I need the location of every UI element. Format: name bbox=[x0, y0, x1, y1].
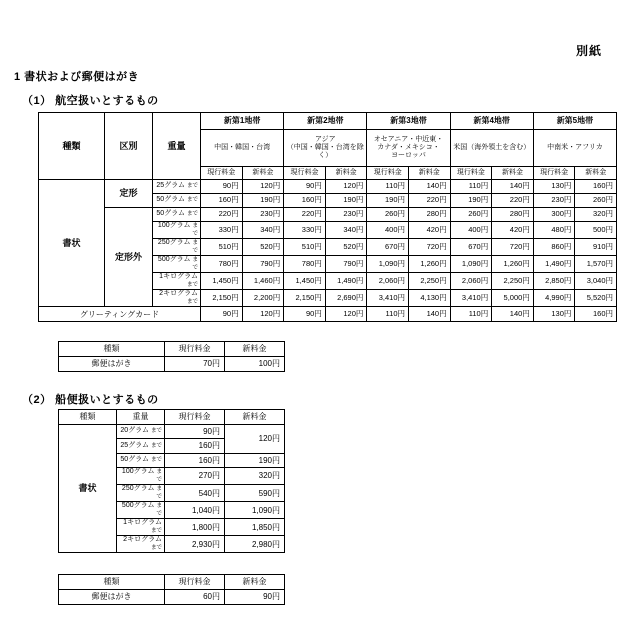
fee-value: 780円 bbox=[284, 256, 326, 273]
fee-value: 280円 bbox=[492, 208, 534, 222]
zone-name-3: 新第3地帯 bbox=[367, 113, 450, 130]
fee-value: 120円 bbox=[242, 180, 284, 194]
fee-value: 4,990円 bbox=[533, 290, 575, 307]
sea-weight-label: 100グラム まで bbox=[117, 468, 165, 485]
zone-desc-5: 中南米・アフリカ bbox=[533, 130, 616, 167]
fee-value: 1,490円 bbox=[533, 256, 575, 273]
fee-value: 160円 bbox=[201, 194, 243, 208]
fee-new-header-1: 新料金 bbox=[242, 167, 284, 180]
fee-value: 260円 bbox=[575, 194, 617, 208]
fee-value: 1,260円 bbox=[409, 256, 451, 273]
pc1-kind-header: 種類 bbox=[59, 342, 165, 357]
fee-value: 2,060円 bbox=[367, 273, 409, 290]
fee-value: 110円 bbox=[367, 180, 409, 194]
sea-header-kind: 種類 bbox=[59, 410, 117, 425]
fee-value: 340円 bbox=[242, 222, 284, 239]
fee-value: 500円 bbox=[575, 222, 617, 239]
fee-value: 130円 bbox=[533, 180, 575, 194]
table-row bbox=[39, 307, 617, 322]
fee-new-header-5: 新料金 bbox=[575, 167, 617, 180]
greeting-fee-value: 130円 bbox=[533, 307, 575, 322]
fee-value: 190円 bbox=[325, 194, 367, 208]
fee-value: 480円 bbox=[533, 222, 575, 239]
greeting-fee-value: 160円 bbox=[575, 307, 617, 322]
fee-value: 3,410円 bbox=[450, 290, 492, 307]
class-standard: 定形 bbox=[105, 180, 153, 208]
fee-value: 140円 bbox=[492, 180, 534, 194]
sea-weight-label: 1キログラム まで bbox=[117, 519, 165, 536]
pc2-current-value: 60円 bbox=[165, 590, 225, 605]
sea-current-value: 2,930円 bbox=[165, 536, 225, 553]
weight-label: 50グラム まで bbox=[153, 194, 201, 208]
pc2-kind-header: 種類 bbox=[59, 575, 165, 590]
fee-new-header-4: 新料金 bbox=[492, 167, 534, 180]
pc2-new-value: 90円 bbox=[225, 590, 285, 605]
fee-value: 780円 bbox=[201, 256, 243, 273]
fee-value: 400円 bbox=[367, 222, 409, 239]
fee-value: 190円 bbox=[242, 194, 284, 208]
zone-desc-1: 中国・韓国・台湾 bbox=[201, 130, 284, 167]
sea-kind-letter: 書状 bbox=[59, 424, 117, 553]
fee-current-header-1: 現行料金 bbox=[201, 167, 243, 180]
fee-value: 2,250円 bbox=[409, 273, 451, 290]
fee-value: 2,150円 bbox=[284, 290, 326, 307]
fee-value: 1,460円 bbox=[242, 273, 284, 290]
table-row bbox=[59, 424, 285, 439]
greeting-fee-value: 110円 bbox=[367, 307, 409, 322]
sea-current-value: 160円 bbox=[165, 453, 225, 468]
weight-label: 25グラム まで bbox=[153, 180, 201, 194]
pc1-current-header: 現行料金 bbox=[165, 342, 225, 357]
sea-weight-label: 500グラム まで bbox=[117, 502, 165, 519]
fee-current-header-5: 現行料金 bbox=[533, 167, 575, 180]
fee-value: 220円 bbox=[284, 208, 326, 222]
kind-letter: 書状 bbox=[39, 180, 105, 307]
fee-value: 670円 bbox=[367, 239, 409, 256]
fee-value: 1,450円 bbox=[201, 273, 243, 290]
table-row bbox=[39, 208, 617, 222]
seamail-rate-table bbox=[58, 409, 285, 553]
fee-value: 720円 bbox=[409, 239, 451, 256]
pc1-current-value: 70円 bbox=[165, 357, 225, 372]
fee-value: 3,040円 bbox=[575, 273, 617, 290]
greeting-fee-value: 120円 bbox=[242, 307, 284, 322]
document-header-note: 別紙 bbox=[575, 44, 602, 58]
fee-value: 720円 bbox=[492, 239, 534, 256]
fee-value: 420円 bbox=[409, 222, 451, 239]
sea-header-new: 新料金 bbox=[225, 410, 285, 425]
subsection-1-title: （1） 航空扱いとするもの bbox=[22, 95, 159, 107]
sea-current-value: 540円 bbox=[165, 485, 225, 502]
greeting-card-label: グリーティングカード bbox=[39, 307, 201, 322]
sea-new-value: 190円 bbox=[225, 453, 285, 468]
fee-value: 140円 bbox=[409, 180, 451, 194]
fee-value: 3,410円 bbox=[367, 290, 409, 307]
sea-current-value: 1,800円 bbox=[165, 519, 225, 536]
greeting-fee-value: 120円 bbox=[325, 307, 367, 322]
fee-value: 2,150円 bbox=[201, 290, 243, 307]
zone-name-2: 新第2地帯 bbox=[284, 113, 367, 130]
sea-current-value: 90円 bbox=[165, 424, 225, 439]
greeting-fee-value: 90円 bbox=[284, 307, 326, 322]
greeting-fee-value: 110円 bbox=[450, 307, 492, 322]
fee-value: 1,090円 bbox=[450, 256, 492, 273]
pc1-row-label: 郵便はがき bbox=[59, 357, 165, 372]
fee-value: 220円 bbox=[201, 208, 243, 222]
fee-value: 1,260円 bbox=[492, 256, 534, 273]
fee-value: 220円 bbox=[492, 194, 534, 208]
sea-weight-label: 25グラム まで bbox=[117, 439, 165, 454]
weight-label: 2キログラム まで bbox=[153, 290, 201, 307]
fee-value: 5,000円 bbox=[492, 290, 534, 307]
sea-new-value: 590円 bbox=[225, 485, 285, 502]
zone-name-5: 新第5地帯 bbox=[533, 113, 616, 130]
airmail-postcard-table bbox=[58, 341, 285, 372]
zone-desc-2: アジア （中国・韓国・台湾を除く） bbox=[284, 130, 367, 167]
fee-value: 5,520円 bbox=[575, 290, 617, 307]
sea-current-value: 270円 bbox=[165, 468, 225, 485]
fee-current-header-2: 現行料金 bbox=[284, 167, 326, 180]
fee-value: 510円 bbox=[201, 239, 243, 256]
fee-value: 790円 bbox=[242, 256, 284, 273]
fee-value: 2,690円 bbox=[325, 290, 367, 307]
sea-weight-label: 50グラム まで bbox=[117, 453, 165, 468]
table-row bbox=[39, 113, 617, 130]
fee-value: 910円 bbox=[575, 239, 617, 256]
fee-value: 1,090円 bbox=[367, 256, 409, 273]
fee-value: 220円 bbox=[409, 194, 451, 208]
fee-value: 260円 bbox=[450, 208, 492, 222]
sea-weight-label: 2キログラム まで bbox=[117, 536, 165, 553]
weight-label: 1キログラム まで bbox=[153, 273, 201, 290]
fee-value: 520円 bbox=[325, 239, 367, 256]
airmail-rate-table bbox=[38, 112, 617, 322]
fee-value: 110円 bbox=[450, 180, 492, 194]
header-kind: 種類 bbox=[39, 113, 105, 180]
sea-header-current: 現行料金 bbox=[165, 410, 225, 425]
fee-value: 2,850円 bbox=[533, 273, 575, 290]
fee-value: 260円 bbox=[367, 208, 409, 222]
weight-label: 500グラム まで bbox=[153, 256, 201, 273]
fee-value: 420円 bbox=[492, 222, 534, 239]
seamail-postcard-table bbox=[58, 574, 285, 605]
fee-value: 230円 bbox=[533, 194, 575, 208]
fee-value: 90円 bbox=[284, 180, 326, 194]
fee-value: 670円 bbox=[450, 239, 492, 256]
zone-desc-3: オセアニア・中近東・ カナダ・メキシコ・ ヨーロッパ bbox=[367, 130, 450, 167]
subsection-2-title: （2） 船便扱いとするもの bbox=[22, 394, 159, 406]
sea-new-value: 1,850円 bbox=[225, 519, 285, 536]
fee-value: 1,570円 bbox=[575, 256, 617, 273]
fee-value: 320円 bbox=[575, 208, 617, 222]
fee-current-header-4: 現行料金 bbox=[450, 167, 492, 180]
zone-desc-4: 米国（海外領土を含む） bbox=[450, 130, 533, 167]
fee-value: 400円 bbox=[450, 222, 492, 239]
fee-value: 2,060円 bbox=[450, 273, 492, 290]
greeting-fee-value: 140円 bbox=[409, 307, 451, 322]
pc1-new-value: 100円 bbox=[225, 357, 285, 372]
fee-value: 790円 bbox=[325, 256, 367, 273]
greeting-fee-value: 90円 bbox=[201, 307, 243, 322]
fee-value: 520円 bbox=[242, 239, 284, 256]
sea-new-value: 1,090円 bbox=[225, 502, 285, 519]
greeting-fee-value: 140円 bbox=[492, 307, 534, 322]
pc1-new-header: 新料金 bbox=[225, 342, 285, 357]
fee-value: 160円 bbox=[284, 194, 326, 208]
sea-current-value: 160円 bbox=[165, 439, 225, 454]
table-row bbox=[39, 180, 617, 194]
fee-value: 1,490円 bbox=[325, 273, 367, 290]
sea-new-value: 120円 bbox=[225, 424, 285, 453]
fee-value: 90円 bbox=[201, 180, 243, 194]
fee-value: 510円 bbox=[284, 239, 326, 256]
sea-current-value: 1,040円 bbox=[165, 502, 225, 519]
header-weight: 重量 bbox=[153, 113, 201, 180]
fee-value: 1,450円 bbox=[284, 273, 326, 290]
fee-value: 860円 bbox=[533, 239, 575, 256]
weight-label: 100グラム まで bbox=[153, 222, 201, 239]
weight-label: 250グラム まで bbox=[153, 239, 201, 256]
sea-new-value: 320円 bbox=[225, 468, 285, 485]
fee-value: 2,200円 bbox=[242, 290, 284, 307]
zone-name-1: 新第1地帯 bbox=[201, 113, 284, 130]
fee-value: 330円 bbox=[201, 222, 243, 239]
pc2-new-header: 新料金 bbox=[225, 575, 285, 590]
section-1-title: 1 書状および郵便はがき bbox=[14, 71, 140, 83]
fee-new-header-3: 新料金 bbox=[409, 167, 451, 180]
class-nonstandard: 定形外 bbox=[105, 208, 153, 307]
fee-value: 300円 bbox=[533, 208, 575, 222]
pc2-current-header: 現行料金 bbox=[165, 575, 225, 590]
fee-current-header-3: 現行料金 bbox=[367, 167, 409, 180]
sea-new-value: 2,980円 bbox=[225, 536, 285, 553]
fee-value: 230円 bbox=[242, 208, 284, 222]
fee-value: 190円 bbox=[450, 194, 492, 208]
fee-value: 230円 bbox=[325, 208, 367, 222]
pc2-row-label: 郵便はがき bbox=[59, 590, 165, 605]
fee-value: 4,130円 bbox=[409, 290, 451, 307]
weight-label: 50グラム まで bbox=[153, 208, 201, 222]
table-row bbox=[59, 410, 285, 425]
header-class: 区別 bbox=[105, 113, 153, 180]
fee-value: 2,250円 bbox=[492, 273, 534, 290]
sea-weight-label: 20グラム まで bbox=[117, 424, 165, 439]
fee-value: 280円 bbox=[409, 208, 451, 222]
sea-weight-label: 250グラム まで bbox=[117, 485, 165, 502]
fee-value: 190円 bbox=[367, 194, 409, 208]
fee-value: 120円 bbox=[325, 180, 367, 194]
fee-value: 330円 bbox=[284, 222, 326, 239]
fee-value: 340円 bbox=[325, 222, 367, 239]
fee-new-header-2: 新料金 bbox=[325, 167, 367, 180]
zone-name-4: 新第4地帯 bbox=[450, 113, 533, 130]
fee-value: 160円 bbox=[575, 180, 617, 194]
sea-header-weight: 重量 bbox=[117, 410, 165, 425]
